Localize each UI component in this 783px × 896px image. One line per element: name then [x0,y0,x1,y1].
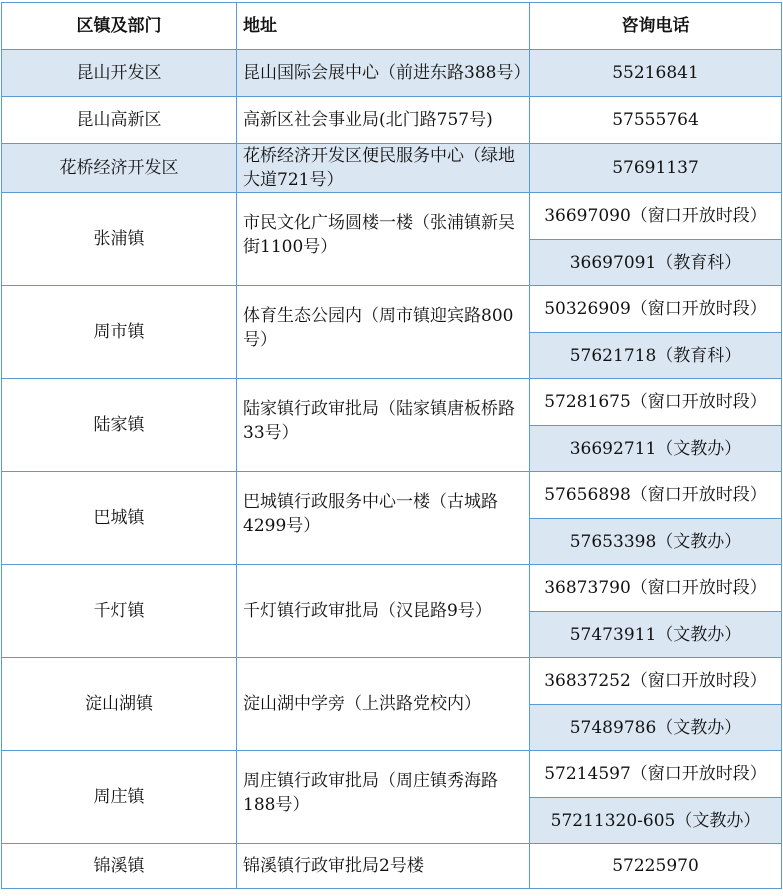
district-cell: 昆山高新区 [2,97,237,144]
phone-cell: 57555764 [530,97,782,144]
table-row [2,658,782,705]
phone-cell: 57489786（文教办） [530,705,782,751]
phone-cell: 50326909（窗口开放时段） [530,286,782,333]
phone-cell: 36692711（文教办） [530,426,782,472]
district-cell: 周市镇 [2,286,237,379]
table-row [2,844,782,889]
address-cell: 周庄镇行政审批局（周庄镇秀海路188号） [237,751,530,844]
table-row [2,565,782,612]
table-row [2,50,782,97]
district-cell: 昆山开发区 [2,50,237,97]
contact-table [1,2,782,889]
table-row [2,144,782,193]
table-row [2,97,782,144]
district-cell: 周庄镇 [2,751,237,844]
header-row [2,3,782,50]
district-cell: 花桥经济开发区 [2,144,237,193]
address-cell: 花桥经济开发区便民服务中心（绿地大道721号） [237,144,530,193]
table-row [2,286,782,333]
address-cell: 陆家镇行政审批局（陆家镇唐板桥路33号） [237,379,530,472]
header-address: 地址 [237,3,530,50]
address-cell: 淀山湖中学旁（上洪路党校内） [237,658,530,751]
address-cell: 千灯镇行政审批局（汉昆路9号） [237,565,530,658]
phone-cell: 57653398（文教办） [530,519,782,565]
phone-cell: 57225970 [530,844,782,889]
phone-cell: 57211320-605（文教办） [530,798,782,844]
district-cell: 锦溪镇 [2,844,237,889]
phone-cell: 57691137 [530,144,782,193]
address-cell: 锦溪镇行政审批局2号楼 [237,844,530,889]
phone-cell: 36873790（窗口开放时段） [530,565,782,612]
phone-cell: 57473911（文教办） [530,612,782,658]
address-cell: 体育生态公园内（周市镇迎宾路800号） [237,286,530,379]
district-cell: 张浦镇 [2,193,237,286]
phone-cell: 57214597（窗口开放时段） [530,751,782,798]
address-cell: 高新区社会事业局(北门路757号) [237,97,530,144]
table-row [2,472,782,519]
phone-cell: 57656898（窗口开放时段） [530,472,782,519]
phone-cell: 36697090（窗口开放时段） [530,193,782,240]
phone-cell: 55216841 [530,50,782,97]
phone-cell: 57281675（窗口开放时段） [530,379,782,426]
district-cell: 淀山湖镇 [2,658,237,751]
table-row [2,193,782,240]
header-phone: 咨询电话 [530,3,782,50]
district-cell: 陆家镇 [2,379,237,472]
district-cell: 巴城镇 [2,472,237,565]
phone-cell: 36837252（窗口开放时段） [530,658,782,705]
phone-cell: 36697091（教育科） [530,240,782,286]
district-cell: 千灯镇 [2,565,237,658]
phone-cell: 57621718（教育科） [530,333,782,379]
header-district: 区镇及部门 [2,3,237,50]
table-row [2,379,782,426]
address-cell: 市民文化广场圆楼一楼（张浦镇新吴街1100号） [237,193,530,286]
address-cell: 巴城镇行政服务中心一楼（古城路4299号） [237,472,530,565]
address-cell: 昆山国际会展中心（前进东路388号） [237,50,530,97]
table-row [2,751,782,798]
